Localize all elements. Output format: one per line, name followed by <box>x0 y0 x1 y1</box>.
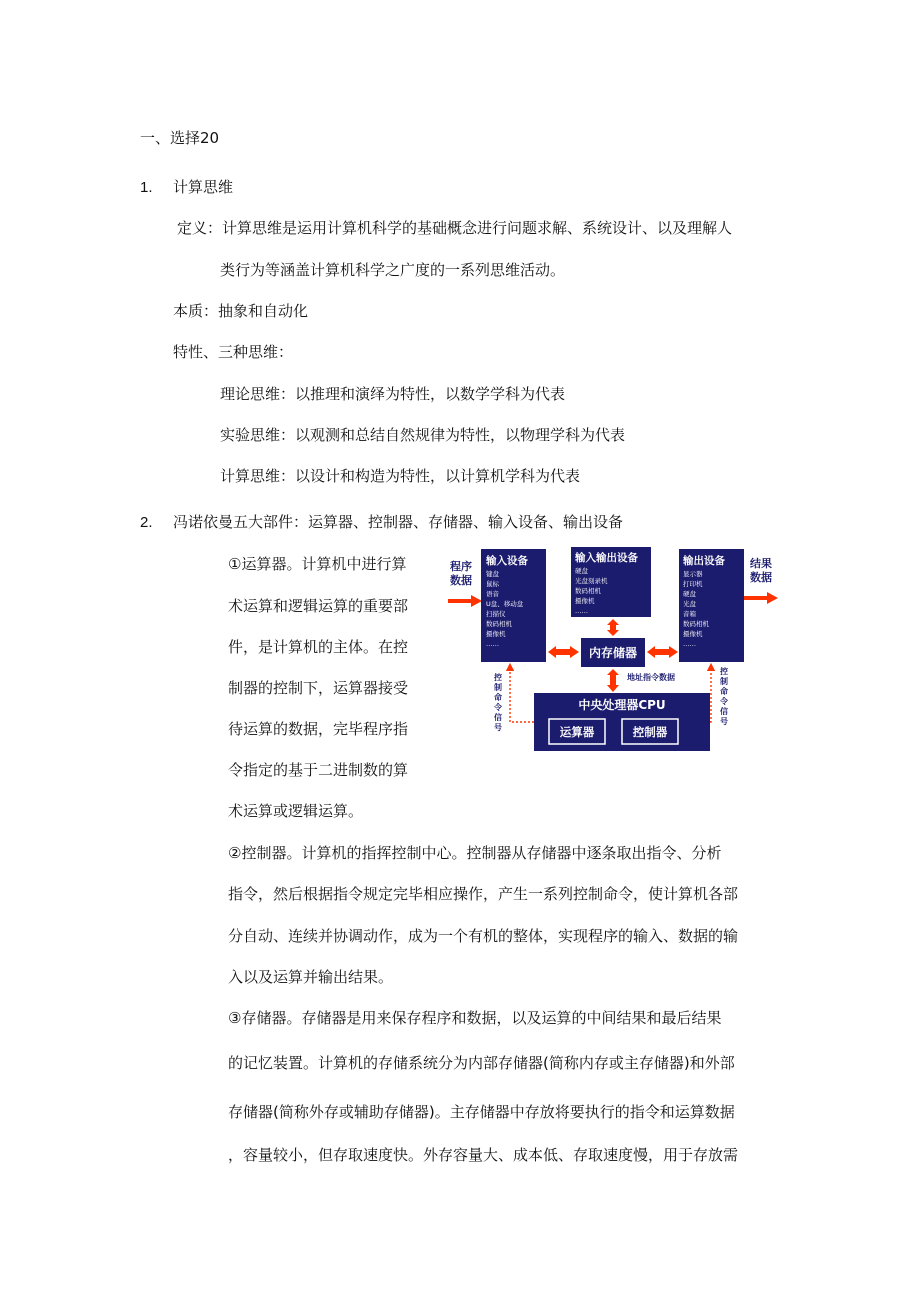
experiment-thinking: 实验思维：以观测和总结自然规律为特性，以物理学科为代表 <box>220 426 626 444</box>
output-arrow-head <box>767 592 778 604</box>
input-item: U盘、移动盘 <box>486 600 524 608</box>
control-char: 号 <box>494 723 502 732</box>
item2-title: 冯诺依曼五大部件：运算器、控制器、存储器、输入设备、输出设备 <box>173 513 624 531</box>
cpu-label: 中央处理器CPU <box>578 698 666 712</box>
input-arrow <box>448 599 472 603</box>
control-line-right <box>710 667 711 722</box>
output-device-title: 输出设备 <box>683 555 725 567</box>
io-device-title: 输入输出设备 <box>575 552 638 564</box>
output-item: 打印机 <box>683 580 703 588</box>
controller-line: 指令，然后根据指令规定完毕相应操作，产生一系列控制命令，使计算机各部 <box>228 885 739 903</box>
control-char: 号 <box>720 717 728 726</box>
control-char: 令 <box>720 697 728 706</box>
computational-thinking: 计算思维：以设计和构造为特性，以计算机学科为代表 <box>220 467 581 485</box>
input-item: 鼠标 <box>486 580 499 588</box>
control-line-left <box>510 667 534 722</box>
alu-line: 令指定的基于二进制数的算 <box>228 761 409 779</box>
controller-label: 控制器 <box>632 725 668 739</box>
alu-label: 运算器 <box>559 725 595 739</box>
alu-line: 术运算或逻辑运算。 <box>228 802 364 820</box>
result-data-label: 结果 <box>750 557 772 570</box>
item1-number: 1. <box>140 179 153 196</box>
output-item: 数码相机 <box>683 620 709 628</box>
output-arrow <box>743 596 768 600</box>
input-item: 扫描仪 <box>486 610 506 618</box>
program-data-label: 程序 <box>450 560 472 573</box>
input-item: 数码相机 <box>486 620 512 628</box>
memory-line: ，容量较小，但存取速度快。外存容量大、成本低、存取速度慢，用于存放需 <box>228 1146 739 1164</box>
item2-number: 2. <box>140 514 153 531</box>
output-item: 音箱 <box>683 610 696 618</box>
control-char: 令 <box>494 703 502 712</box>
control-char: 信 <box>494 713 502 722</box>
controller-line: 分自动、连续并协调动作，成为一个有机的整体，实现程序的输入、数据的输 <box>228 927 739 945</box>
item1-heading <box>140 177 234 198</box>
alu-line: 术运算和逻辑运算的重要部 <box>228 597 409 615</box>
alu-line: 待运算的数据，完毕程序指 <box>228 720 409 738</box>
io-item: 数码相机 <box>575 587 601 595</box>
theory-thinking: 理论思维：以推理和演绎为特性，以数学学科为代表 <box>220 385 566 403</box>
control-char: 命 <box>494 693 502 702</box>
output-item: 显示器 <box>683 570 703 578</box>
item2-heading <box>140 512 624 533</box>
alu-line: 件，是计算机的主体。在控 <box>228 638 409 656</box>
controller-line: ②控制器。计算机的指挥控制中心。控制器从存储器中逐条取出指令、分析 <box>228 844 722 862</box>
input-item: 键盘 <box>486 570 499 578</box>
output-item: 摄像机 <box>683 630 703 638</box>
input-device-title: 输入设备 <box>486 555 528 567</box>
essence: 本质：抽象和自动化 <box>173 302 309 320</box>
item1-title: 计算思维 <box>173 178 234 196</box>
input-item: 摄像机 <box>486 630 506 638</box>
memory-line: ③存储器。存储器是用来保存程序和数据，以及运算的中间结果和最后结果 <box>228 1009 722 1027</box>
memory-cpu-arrow <box>607 669 619 692</box>
io-memory-arrow <box>607 619 619 636</box>
memory-label: 内存储器 <box>588 646 638 660</box>
memory-line: 的记忆装置。计算机的存储系统分为内部存储器(简称内存或主存储器)和外部 <box>228 1054 735 1072</box>
memory-line: 存储器(简称外存或辅助存储器)。主存储器中存放将要执行的指令和运算数据 <box>228 1103 735 1121</box>
output-item: 硬盘 <box>683 590 696 598</box>
address-instruction-data-label: 地址指令数据 <box>627 673 675 682</box>
input-arrow-head <box>471 595 482 607</box>
controller-line: 入以及运算并输出结果。 <box>228 968 394 986</box>
control-char: 命 <box>720 687 728 696</box>
input-memory-arrow <box>548 646 579 658</box>
control-signal-left-label <box>493 672 502 732</box>
input-item: 语音 <box>486 590 499 598</box>
result-data-label: 数据 <box>750 571 772 584</box>
traits-heading: 特性、三种思维： <box>173 343 294 361</box>
control-char: 信 <box>720 707 728 716</box>
control-char: 控 <box>720 667 728 676</box>
definition-line-2: 类行为等涵盖计算机科学之广度的一系列思维活动。 <box>220 261 566 279</box>
alu-line: ①运算器。计算机中进行算 <box>228 555 407 573</box>
io-item: 光盘刻录机 <box>575 577 608 585</box>
output-item: 光盘 <box>683 600 696 608</box>
io-item: 硬盘 <box>575 567 588 575</box>
definition-line-1: 定义：计算思维是运用计算机科学的基础概念进行问题求解、系统设计、以及理解人 <box>177 219 733 237</box>
control-char: 控 <box>494 673 502 682</box>
alu-line: 制器的控制下，运算器接受 <box>228 679 409 697</box>
control-char: 制 <box>494 683 502 692</box>
control-char: 制 <box>720 677 728 686</box>
output-item: …… <box>683 640 696 648</box>
io-item: 摄像机 <box>575 597 595 605</box>
program-data-label: 数据 <box>450 574 472 587</box>
von-neumann-diagram <box>440 540 784 755</box>
io-item: …… <box>575 607 588 615</box>
control-signal-right-label <box>719 666 728 726</box>
input-item: …… <box>486 640 499 648</box>
memory-output-arrow <box>647 646 678 658</box>
section-title: 一、选择20 <box>140 129 220 147</box>
